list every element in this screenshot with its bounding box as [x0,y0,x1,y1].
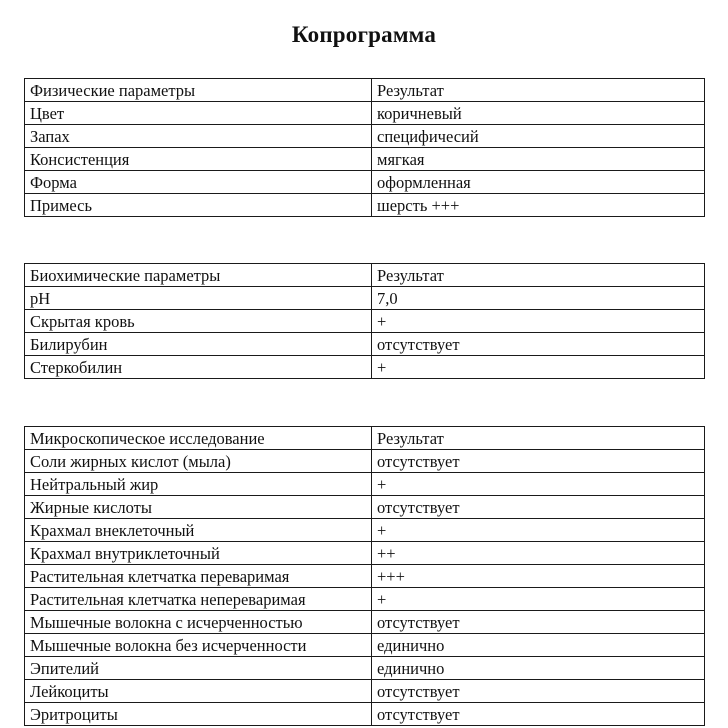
result-cell: отсутствует [372,450,705,473]
parameter-cell: Растительная клетчатка непереваримая [25,588,372,611]
table-row [25,588,705,611]
parameter-cell: Эритроциты [25,703,372,726]
table-header-row [25,264,705,287]
parameter-cell: Билирубин [25,333,372,356]
parameter-cell: Растительная клетчатка переваримая [25,565,372,588]
header-cell-parameter: Микроскопическое исследование [25,427,372,450]
table-row [25,171,705,194]
parameter-cell: Примесь [25,194,372,217]
table-row [25,496,705,519]
parameter-cell: Мышечные волокна с исчерченностью [25,611,372,634]
parameter-cell: Форма [25,171,372,194]
parameter-cell: Мышечные волокна без исчерченности [25,634,372,657]
result-cell: + [372,588,705,611]
table-row [25,450,705,473]
result-cell: ++ [372,542,705,565]
parameter-cell: Нейтральный жир [25,473,372,496]
parameter-cell: Крахмал внутриклеточный [25,542,372,565]
result-cell: 7,0 [372,287,705,310]
parameter-cell: Консистенция [25,148,372,171]
result-cell: + [372,519,705,542]
table-row [25,611,705,634]
table-row [25,310,705,333]
table-row [25,125,705,148]
result-cell: оформленная [372,171,705,194]
result-cell: мягкая [372,148,705,171]
table-row [25,102,705,125]
result-cell: отсутствует [372,611,705,634]
parameter-cell: Цвет [25,102,372,125]
parameter-cell: Жирные кислоты [25,496,372,519]
header-cell-result: Результат [372,427,705,450]
parameter-cell: Запах [25,125,372,148]
table-row [25,148,705,171]
header-cell-parameter: Физические параметры [25,79,372,102]
header-cell-parameter: Биохимические параметры [25,264,372,287]
physical-parameters-table [24,78,705,217]
table-row [25,680,705,703]
table-row [25,703,705,726]
parameter-cell: Крахмал внеклеточный [25,519,372,542]
header-cell-result: Результат [372,79,705,102]
result-cell: + [372,356,705,379]
result-cell: единично [372,634,705,657]
table-row [25,519,705,542]
result-cell: отсутствует [372,496,705,519]
table-row [25,634,705,657]
table-row [25,333,705,356]
table-row [25,565,705,588]
parameter-cell: Соли жирных кислот (мыла) [25,450,372,473]
result-cell: единично [372,657,705,680]
table-row [25,473,705,496]
table-header-row [25,79,705,102]
result-cell: специфичесий [372,125,705,148]
table-row [25,542,705,565]
result-cell: коричневый [372,102,705,125]
result-cell: отсутствует [372,680,705,703]
result-cell: +++ [372,565,705,588]
table-header-row [25,427,705,450]
parameter-cell: Скрытая кровь [25,310,372,333]
result-cell: + [372,310,705,333]
table-row [25,356,705,379]
table-row [25,287,705,310]
result-cell: отсутствует [372,703,705,726]
table-row [25,657,705,680]
microscopic-examination-table [24,426,705,726]
result-cell: отсутствует [372,333,705,356]
result-cell: + [372,473,705,496]
biochemical-parameters-table [24,263,705,379]
table-row [25,194,705,217]
parameter-cell: Эпителий [25,657,372,680]
parameter-cell: Стеркобилин [25,356,372,379]
parameter-cell: Лейкоциты [25,680,372,703]
header-cell-result: Результат [372,264,705,287]
result-cell: шерсть +++ [372,194,705,217]
parameter-cell: pH [25,287,372,310]
page-title: Копрограмма [291,22,437,47]
